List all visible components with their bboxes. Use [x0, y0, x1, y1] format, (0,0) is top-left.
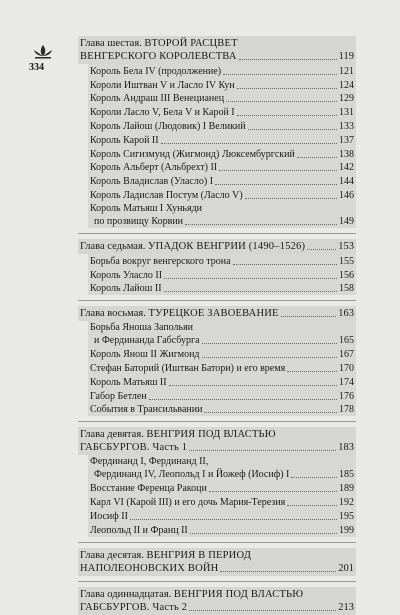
chapter-title: ВТОРОЙ РАСЦВЕТ: [144, 38, 238, 49]
entry-title: Король Матьяш I Хуньяди: [90, 202, 203, 214]
chapter-heading[interactable]: [78, 306, 356, 321]
dot-leader: [307, 249, 336, 250]
entry-page-number: 199: [339, 524, 354, 536]
entry-title: Король Янош II Жигмонд: [90, 349, 200, 361]
entry-title: Король Лайош II: [90, 283, 162, 295]
dot-leader: [291, 477, 337, 478]
chapter-title-line: [80, 37, 354, 50]
entry-title: Фердинанд I, Фердинанд II,: [90, 456, 209, 468]
entry-page-number: 178: [339, 404, 354, 416]
chapter-page-number: 201: [338, 562, 354, 574]
entry-title-line: [94, 215, 354, 228]
entry-title: Король Лайош (Людовик) I Великий: [90, 120, 246, 132]
chapter-heading[interactable]: [78, 587, 356, 615]
entry-page-number: 156: [339, 269, 354, 281]
chapter-label: Глава восьмая.: [80, 308, 146, 320]
dot-leader: [239, 59, 337, 60]
toc-entry[interactable]: [88, 202, 356, 228]
dot-leader: [164, 291, 337, 292]
dot-leader: [189, 450, 336, 451]
toc-entry[interactable]: [88, 495, 356, 509]
toc-entry[interactable]: [88, 523, 356, 537]
chapter-section: [78, 587, 356, 615]
dot-leader: [287, 505, 337, 506]
toc-entry[interactable]: [88, 481, 356, 495]
dot-leader: [209, 491, 337, 492]
entry-page-number: 167: [339, 349, 354, 361]
entry-page-number: 144: [339, 176, 354, 188]
entry-title: Король Андраш III Венецианец: [90, 93, 225, 105]
entry-title: Иосиф II: [90, 510, 128, 522]
entry-page-number: 124: [339, 79, 354, 91]
chapter-title: ВЕНГРИЯ ПОД ВЛАСТЬЮ: [173, 588, 304, 600]
dot-leader: [204, 412, 337, 413]
chapter-title-line: [80, 588, 354, 601]
toc-entry[interactable]: [88, 161, 356, 175]
entry-page-number: 185: [339, 469, 354, 481]
entry-title: События в Трансильвании: [90, 404, 203, 416]
dot-leader: [220, 571, 336, 572]
entry-page-number: 133: [339, 120, 354, 132]
entry-title: Король Владислав (Уласло) I: [90, 176, 214, 188]
chapter-page-number: 163: [338, 308, 354, 320]
toc-entry[interactable]: [88, 133, 356, 147]
entry-page-number: 170: [339, 362, 354, 374]
entry-page-number: 165: [339, 335, 354, 347]
dot-leader: [130, 519, 337, 520]
chapter-label: Глава девятая.: [80, 429, 144, 441]
entry-title: Леопольд II и Франц II: [90, 524, 188, 536]
dot-leader: [223, 74, 337, 75]
chapter-heading[interactable]: [78, 36, 356, 64]
entry-page-number: 155: [339, 255, 354, 267]
entry-page-number: 138: [339, 148, 354, 160]
toc-entry[interactable]: [88, 268, 356, 282]
entry-title: Король Матьяш II: [90, 376, 167, 388]
toc-entry[interactable]: [88, 389, 356, 403]
entry-title: Восстание Ференца Ракоци: [90, 483, 207, 495]
toc-entry[interactable]: [88, 78, 356, 92]
chapter-heading[interactable]: [78, 548, 356, 576]
chapter-title-group: [80, 307, 279, 320]
chapter-divider: [78, 300, 356, 301]
dot-leader: [226, 101, 337, 102]
chapter-page-number: 183: [338, 442, 354, 454]
chapter-page-number: 213: [338, 601, 354, 613]
toc-entry[interactable]: [88, 321, 356, 347]
dot-leader: [248, 129, 337, 130]
dot-leader: [190, 533, 337, 534]
chapter-title: НАПОЛЕОНОВСКИХ ВОЙН: [80, 562, 219, 574]
toc-entry[interactable]: [88, 119, 356, 133]
dot-leader: [202, 343, 337, 344]
dot-leader: [161, 143, 337, 144]
entry-title: Король Бела IV (продолжение): [90, 65, 222, 77]
chapter-title-line: [80, 601, 354, 614]
toc-entry[interactable]: [88, 188, 356, 202]
chapter-label: Глава седьмая.: [80, 240, 146, 252]
entry-page-number: 176: [339, 390, 354, 402]
toc-entry[interactable]: [88, 92, 356, 106]
entry-page-number: 137: [339, 134, 354, 146]
toc-entry[interactable]: [88, 282, 356, 296]
chapter-heading[interactable]: [78, 427, 356, 455]
dot-leader: [169, 385, 337, 386]
entry-title-cont: по прозвищу Корвин: [94, 215, 184, 227]
chapter-section: [78, 548, 356, 576]
chapter-page-number: 153: [338, 240, 354, 252]
entry-page-number: 158: [339, 283, 354, 295]
dot-leader: [233, 264, 337, 265]
chapter-page-number: 119: [338, 51, 354, 62]
page-number: 334: [29, 62, 44, 73]
entry-title-cont: Фердинанд IV, Леопольд I и Йожеф (Иосиф) I: [94, 469, 290, 481]
entry-page-number: 131: [339, 107, 354, 119]
entry-page-number: 174: [339, 376, 354, 388]
entry-title-line: [94, 334, 354, 347]
toc-entry[interactable]: [88, 361, 356, 375]
chapter-title-line: [80, 441, 354, 454]
dot-leader: [215, 184, 337, 185]
toc-entry[interactable]: [88, 347, 356, 361]
lotus-ornament-icon: [31, 44, 55, 60]
entry-page-number: 195: [339, 510, 354, 522]
dot-leader: [189, 610, 336, 611]
dot-leader: [202, 357, 337, 358]
entry-title: Стефан Баторий (Иштван Батори) и его время: [90, 362, 286, 374]
chapter-label: Глава десятая.: [80, 549, 144, 561]
chapter-title-line: [80, 549, 354, 562]
chapter-divider: [78, 233, 356, 234]
dot-leader: [219, 170, 337, 171]
chapter-title: ТУРЕЦКОЕ ЗАВОЕВАНИЕ: [148, 308, 279, 320]
entry-title: Короли Иштван V и Ласло IV Кун: [90, 79, 235, 91]
toc-entry[interactable]: [88, 375, 356, 389]
toc-entry[interactable]: [88, 403, 356, 417]
chapter-title-line: [80, 50, 354, 63]
dot-leader: [237, 88, 337, 89]
dot-leader: [287, 371, 337, 372]
entry-title: Борьба Яноша Запольяи: [90, 322, 194, 334]
entry-title: Габор Бетлен: [90, 390, 147, 402]
toc-entry[interactable]: [88, 174, 356, 188]
chapter-label: Глава шестая.: [80, 38, 142, 49]
entry-page-number: 192: [339, 496, 354, 508]
entry-page-number: 149: [339, 215, 354, 227]
dot-leader: [149, 399, 337, 400]
chapter-heading[interactable]: [78, 239, 356, 254]
entry-page-number: 142: [339, 162, 354, 174]
toc-entry[interactable]: [88, 147, 356, 161]
dot-leader: [185, 224, 337, 225]
chapter-section: [78, 36, 356, 228]
chapter-section: [78, 239, 356, 295]
toc-entry[interactable]: [88, 509, 356, 523]
entry-title: Борьба вокруг венгерского трона: [90, 255, 231, 267]
chapter-divider: [78, 581, 356, 582]
chapter-title: ВЕНГЕРСКОГО КОРОЛЕВСТВА: [80, 51, 237, 62]
entry-title: Король Карой II: [90, 134, 159, 146]
chapter-section: [78, 427, 356, 536]
toc-entry[interactable]: [88, 105, 356, 119]
chapter-divider: [78, 542, 356, 543]
toc-entry[interactable]: [88, 254, 356, 268]
toc-entry[interactable]: [88, 64, 356, 78]
chapter-title-line: [80, 428, 354, 441]
chapter-title: ВЕНГРИЯ ПОД ВЛАСТЬЮ: [146, 429, 276, 441]
entry-title: Короли Ласло V, Бела V и Карой I: [90, 107, 235, 119]
dot-leader: [281, 316, 337, 317]
dot-leader: [164, 278, 337, 279]
chapter-title-line: [80, 307, 354, 320]
chapter-title-line: [80, 562, 354, 575]
dot-leader: [237, 115, 337, 116]
chapter-title-group: [80, 240, 305, 253]
chapter-title: ВЕНГРИЯ В ПЕРИОД: [146, 549, 252, 561]
entry-title: Король Альберт (Альбрехт) II: [90, 162, 218, 174]
entry-page-number: 189: [339, 483, 354, 495]
chapter-title-line: [80, 240, 354, 253]
entry-title: Король Ладислав Постум (Ласло V): [90, 189, 243, 201]
entry-page-number: 121: [339, 65, 354, 77]
dot-leader: [297, 157, 337, 158]
chapter-title: ГАБСБУРГОВ. Часть 2: [80, 601, 188, 613]
entry-title: Карл VI (Карой III) и его дочь Мария-Терезия: [90, 496, 286, 508]
table-of-contents: [78, 36, 356, 615]
entry-title: Король Сигизмунд (Жигмонд) Люксембургский: [90, 148, 295, 160]
chapter-label: Глава одиннадцатая.: [80, 588, 172, 600]
entry-page-number: 146: [339, 189, 354, 201]
chapter-title: ГАБСБУРГОВ. Часть 1: [80, 442, 188, 454]
chapter-divider: [78, 421, 356, 422]
chapter-title: УПАДОК ВЕНГРИИ (1490–1526): [148, 240, 306, 252]
entry-page-number: 129: [339, 93, 354, 105]
entry-title: Король Уласло II: [90, 269, 163, 281]
entry-title-line: [94, 468, 354, 481]
chapter-section: [78, 306, 356, 416]
dot-leader: [245, 198, 337, 199]
toc-entry[interactable]: [88, 455, 356, 481]
entry-title-cont: и Фердинанда Габсбурга: [94, 335, 200, 347]
